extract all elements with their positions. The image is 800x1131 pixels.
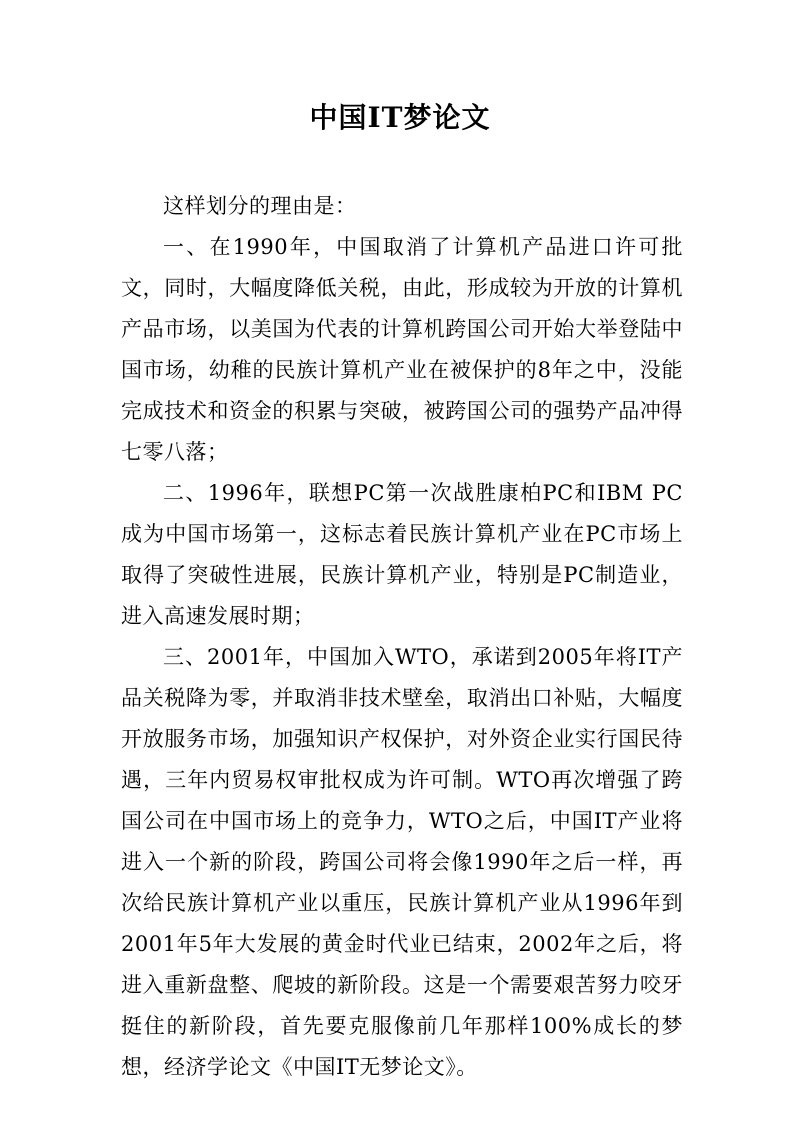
paragraph-point-one: 一、在1990年，中国取消了计算机产品进口许可批文，同时，大幅度降低关税，由此，形成较为开放的计算机产品市场，以美国为代表的计算机跨国公司开始大举登陆中国市场，幼稚的民族计算机产业在被保护的8年之中，没能完成技术和资金的积累与突破，被跨国公司的强势产品冲得七零八落； (121, 235, 683, 464)
page-title: 中国IT梦论文 (309, 101, 491, 134)
paragraph-intro: 这样划分的理由是： (163, 194, 357, 218)
paragraph-point-two: 二、1996年，联想PC第一次战胜康柏PC和IBM PC成为中国市场第一，这标志着民族计算机产业在PC市场上取得了突破性进展，民族计算机产业，特别是PC制造业，进入高速发展时期； (121, 481, 683, 628)
paragraph-point-three: 三、2001年，中国加入WTO，承诺到2005年将IT产品关税降为零，并取消非技术壁垒，取消出口补贴，大幅度开放服务市场，加强知识产权保护，对外资企业实行国民待遇，三年内贸易权审批权成为许可制。WTO再次增强了跨国公司在中国市场上的竞争力，WTO之后，中国IT产业将进入一个新的阶段，跨国公司将会像1990年之后一样，再次给民族计算机产业以重压，民族计算机产业从1996年到2001年5年大发展的黄金时代业已结束，2002年之后，将进入重新盘整、爬坡的新阶段。这是一个需要艰苦努力咬牙挺住的新阶段，首先要克服像前几年那样100%成长的梦想，经济学论文《中国IT无梦论文》。 (121, 645, 683, 1079)
document-body (121, 186, 683, 1088)
